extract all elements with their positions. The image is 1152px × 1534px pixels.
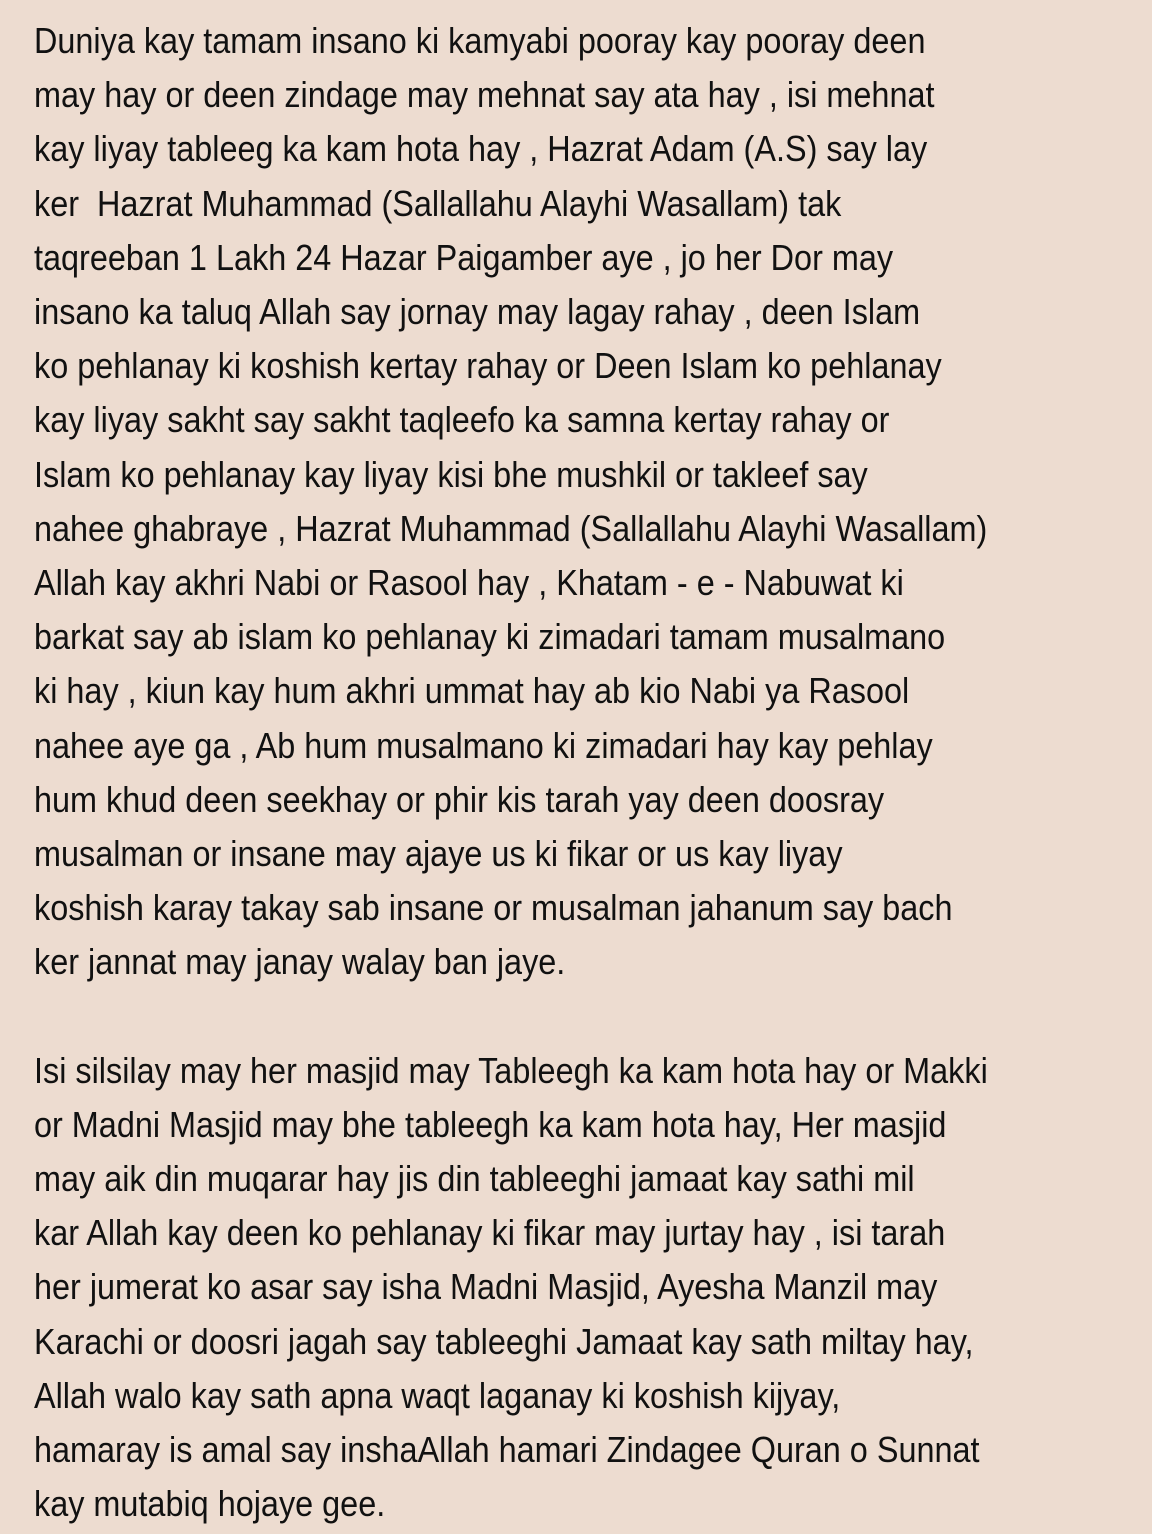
text-line: ki hay , kiun kay hum akhri ummat hay ab kio Nabi ya Rasool <box>34 670 910 712</box>
text-line: or Madni Masjid may bhe tableegh ka kam hota hay, Her masjid <box>34 1103 947 1145</box>
text-line: may hay or deen zindage may mehnat say ata hay , isi mehnat <box>34 74 935 116</box>
text-line: nahee aye ga , Ab hum musalmano ki zimadari hay kay pehlay <box>34 724 933 766</box>
text-line: kay liyay tableeg ka kam hota hay , Hazrat Adam (A.S) say lay <box>34 128 928 170</box>
text-line: may aik din muqarar hay jis din tableeghi jamaat kay sathi mil <box>34 1158 915 1200</box>
text-line: kay liyay sakht say sakht taqleefo ka samna kertay rahay or <box>34 399 890 441</box>
text-line: Allah kay akhri Nabi or Rasool hay , Khatam - e - Nabuwat ki <box>34 562 904 604</box>
text-line: Isi silsilay may her masjid may Tableegh ka kam hota hay or Makki <box>34 1049 988 1091</box>
text-line: Islam ko pehlanay kay liyay kisi bhe mushkil or takleef say <box>34 453 868 495</box>
text-line: hum khud deen seekhay or phir kis tarah yay deen doosray <box>34 778 885 820</box>
text-line: Karachi or doosri jagah say tableeghi Jamaat kay sath miltay hay, <box>34 1320 974 1362</box>
paragraph-masjid-schedule <box>34 1044 1132 1532</box>
text-line: nahee ghabraye , Hazrat Muhammad (Sallallahu Alayhi Wasallam) <box>34 507 988 549</box>
text-line: musalman or insane may ajaye us ki fikar or us kay liyay <box>34 833 843 875</box>
text-line: koshish karay takay sab insane or musalman jahanum say bach <box>34 887 953 929</box>
text-line: taqreeban 1 Lakh 24 Hazar Paigamber aye , jo her Dor may <box>34 236 894 278</box>
text-line: barkat say ab islam ko pehlanay ki zimadari tamam musalmano <box>34 616 946 658</box>
paragraph-tableegh-history <box>34 14 1132 990</box>
text-line: ko pehlanay ki koshish kertay rahay or Deen Islam ko pehlanay <box>34 345 942 387</box>
text-line: her jumerat ko asar say isha Madni Masjid, Ayesha Manzil may <box>34 1266 938 1308</box>
text-line: ker Hazrat Muhammad (Sallallahu Alayhi Wasallam) tak <box>34 182 842 224</box>
text-line: insano ka taluq Allah say jornay may lagay rahay , deen Islam <box>34 291 921 333</box>
text-line: Allah walo kay sath apna waqt laganay ki koshish kijyay, <box>34 1374 841 1416</box>
text-line: Duniya kay tamam insano ki kamyabi pooray kay pooray deen <box>34 20 926 61</box>
text-line: kar Allah kay deen ko pehlanay ki fikar may jurtay hay , isi tarah <box>34 1212 946 1254</box>
text-line: kay mutabiq hojaye gee. <box>34 1483 386 1525</box>
text-line: hamaray is amal say inshaAllah hamari Zindagee Quran o Sunnat <box>34 1429 980 1471</box>
text-line: ker jannat may janay walay ban jaye. <box>34 941 566 983</box>
paragraph-spacer <box>34 990 1132 1044</box>
